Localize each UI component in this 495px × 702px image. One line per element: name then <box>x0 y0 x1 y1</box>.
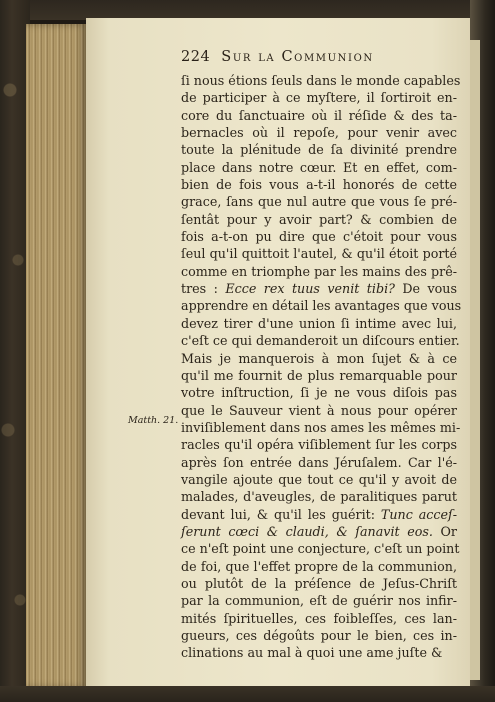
text-segment: ce n'eſt point une conjecture, c'eſt un point <box>181 541 460 557</box>
text-segment: gueurs, ces dégoûts pour le bien, ces in- <box>181 628 457 643</box>
text-line <box>181 610 457 627</box>
text-line <box>181 384 457 401</box>
latin-quote: Tunc acceſ- <box>380 506 457 522</box>
text-line <box>181 107 457 124</box>
text-line <box>181 280 457 297</box>
text-segment: de participer à ce myſtere, il ſortiroit en- <box>181 90 457 106</box>
text-line <box>181 488 457 505</box>
text-segment: place dans notre cœur. Et en effet, com- <box>181 159 457 175</box>
text-line <box>181 228 457 245</box>
text-segment: De vous <box>394 281 457 297</box>
book-cover-bottom <box>0 686 495 702</box>
body-text <box>181 72 462 662</box>
text-line <box>181 575 457 592</box>
text-line <box>181 332 460 349</box>
running-title: Sur la Communion <box>221 49 374 65</box>
text-line <box>181 592 457 609</box>
text-segment: devez tirer d'une union ſi intime avec lui, <box>181 315 457 331</box>
text-segment: Mais je manquerois à mon ſujet & à ce <box>181 350 457 366</box>
running-header <box>181 49 461 65</box>
text-segment: fois a-t-on pu dire que c'étoit pour vous <box>181 229 457 245</box>
text-line <box>181 523 457 540</box>
text-segment: ſi nous étions ſeuls dans le monde capables <box>181 73 461 88</box>
text-segment: inviſiblement dans nos ames les mêmes mi- <box>181 419 461 435</box>
text-segment: Or <box>432 523 458 539</box>
text-line <box>181 436 457 453</box>
text-segment: qu'il me fournit de plus remarquable pour <box>181 367 457 383</box>
book-cover-right <box>470 0 495 702</box>
text-segment: tres : <box>181 281 226 297</box>
text-line <box>181 627 457 644</box>
text-segment: après ſon entrée dans Jéruſalem. Car l'é- <box>181 454 457 470</box>
text-segment: ou plutôt de la préſence de Jeſus-Chriſt <box>181 575 457 591</box>
text-line <box>181 193 457 210</box>
text-line <box>181 176 457 193</box>
text-segment: par la communion, eſt de guérir nos infir- <box>181 593 457 609</box>
text-line <box>181 367 457 384</box>
text-line <box>181 558 457 575</box>
text-line <box>181 159 457 176</box>
text-line <box>181 350 457 367</box>
latin-quote: ſerunt cœci & claudi, & ſanavit eos. <box>181 523 433 539</box>
book-cover-top <box>0 0 495 20</box>
text-line <box>181 506 457 523</box>
text-segment: comme en triomphe par les mains des prê- <box>181 263 457 279</box>
next-page-edge <box>470 40 480 680</box>
text-segment: toute la plénitude de ſa divinité prendre <box>181 142 457 158</box>
text-line <box>181 402 457 419</box>
latin-quote: Ecce rex tuus venit tibi? <box>225 281 395 297</box>
text-line <box>181 124 457 141</box>
page-edges <box>26 24 88 688</box>
text-line <box>181 72 461 89</box>
text-segment: racles qu'il opéra viſiblement ſur les corps <box>181 437 457 453</box>
text-segment: ſentât pour y avoir part? & combien de <box>181 211 457 227</box>
text-line <box>181 644 457 661</box>
text-segment: apprendre en détail les avantages que vous <box>181 298 462 314</box>
text-segment: devant lui, & qu'il les guérit: <box>181 506 381 522</box>
text-segment: que le Sauveur vient à nous pour opérer <box>181 402 457 418</box>
text-line <box>181 141 457 158</box>
text-line <box>181 315 457 332</box>
text-line <box>181 419 461 436</box>
text-segment: votre inſtruction, ſi je ne vous diſois pas <box>181 385 457 401</box>
text-line <box>181 263 457 280</box>
text-segment: core du ſanctuaire où il réſide & des ta- <box>181 107 457 123</box>
page-number: 224 <box>181 49 211 65</box>
text-line <box>181 89 457 106</box>
text-segment: vangile ajoute que tout ce qu'il y avoit de <box>181 471 457 487</box>
text-segment: bien de fois vous a-t-il honorés de cette <box>181 177 457 193</box>
text-line <box>181 540 460 557</box>
text-line <box>181 245 457 262</box>
text-segment: malades, d'aveugles, de paralitiques parut <box>181 489 457 505</box>
text-line <box>181 297 462 314</box>
text-line <box>181 211 457 228</box>
text-segment: grace, ſans que nul autre que vous ſe pré- <box>181 194 457 210</box>
text-segment: c'eſt ce qui demanderoit un diſcours entier. <box>181 333 460 349</box>
text-segment: mités ſpirituelles, ces foibleſſes, ces lan- <box>181 610 457 626</box>
text-segment: de foi, que l'effet propre de la communion, <box>181 558 457 574</box>
text-segment: bernacles où il repoſe, pour venir avec <box>181 125 457 141</box>
text-segment: clinations au mal à quoi une ame juſte & <box>181 645 443 661</box>
text-line <box>181 471 457 488</box>
margin-reference: Matth. 21. <box>128 415 179 426</box>
text-segment: ſeul qu'il quittoit l'autel, & qu'il étoit porté <box>181 246 457 262</box>
text-line <box>181 454 457 471</box>
